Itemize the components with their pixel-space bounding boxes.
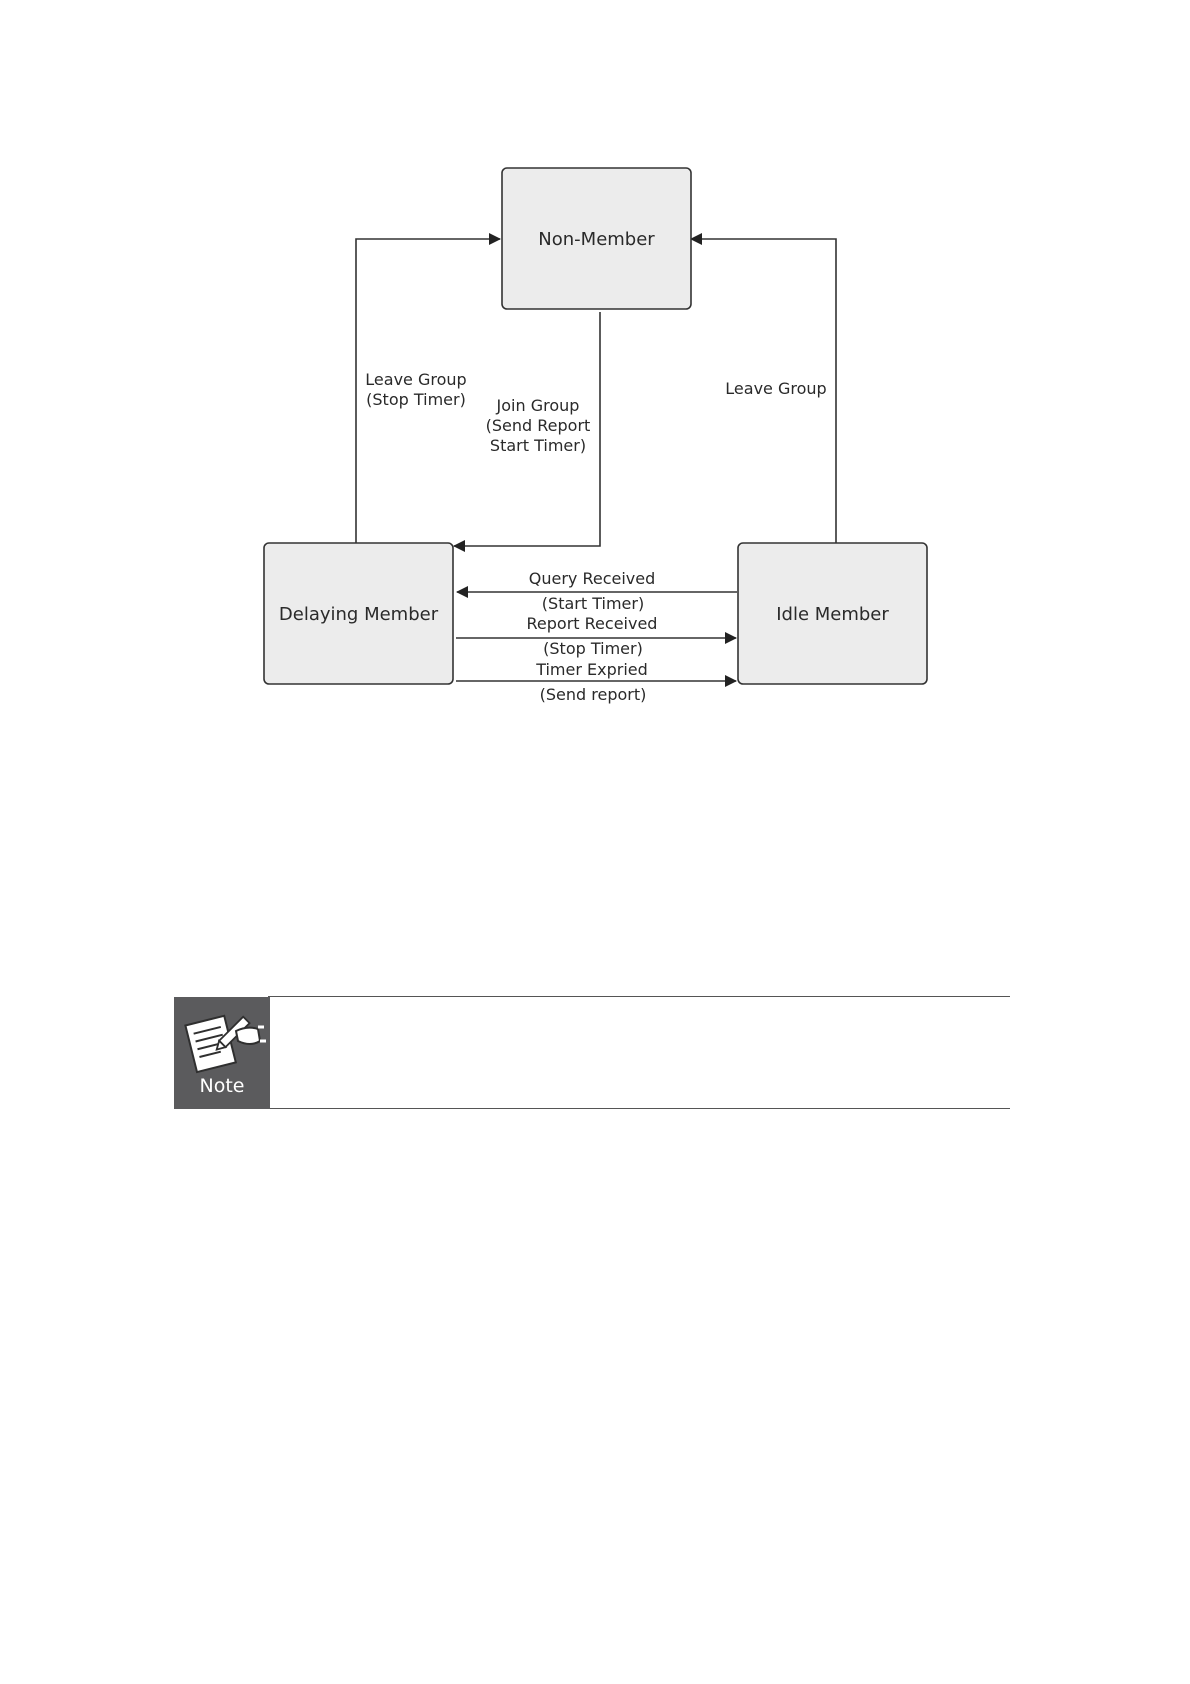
label-leave-group-delaying-2: (Stop Timer) [366,390,466,409]
label-report-received-2: (Stop Timer) [543,639,643,658]
label-query-received-1: Query Received [528,569,656,588]
note-pencil-icon [174,997,270,1077]
state-delaying-member [264,543,453,684]
note-badge [174,997,270,1109]
label-leave-group-idle: Leave Group [725,379,827,398]
label-timer-expired-1: Timer Expried [536,660,648,679]
note-label: Note [199,1075,245,1097]
state-idle-member [738,543,927,684]
state-idle-member-label: Idle Member [776,604,889,625]
note-top-rule [268,996,1010,997]
label-report-received-1: Report Received [526,614,658,633]
label-timer-expired-2: (Send report) [539,685,647,704]
label-query-received-2: (Start Timer) [541,594,645,613]
igmp-state-diagram [0,0,1190,760]
state-non-member [502,168,691,309]
label-join-group-3: Start Timer) [489,436,587,455]
state-delaying-member-label: Delaying Member [278,604,439,625]
label-join-group-1: Join Group [496,396,580,415]
state-non-member-label: Non-Member [538,229,655,250]
label-join-group-2: (Send Report [485,416,591,435]
note-bottom-rule [268,1108,1010,1109]
label-leave-group-delaying-1: Leave Group [365,370,467,389]
